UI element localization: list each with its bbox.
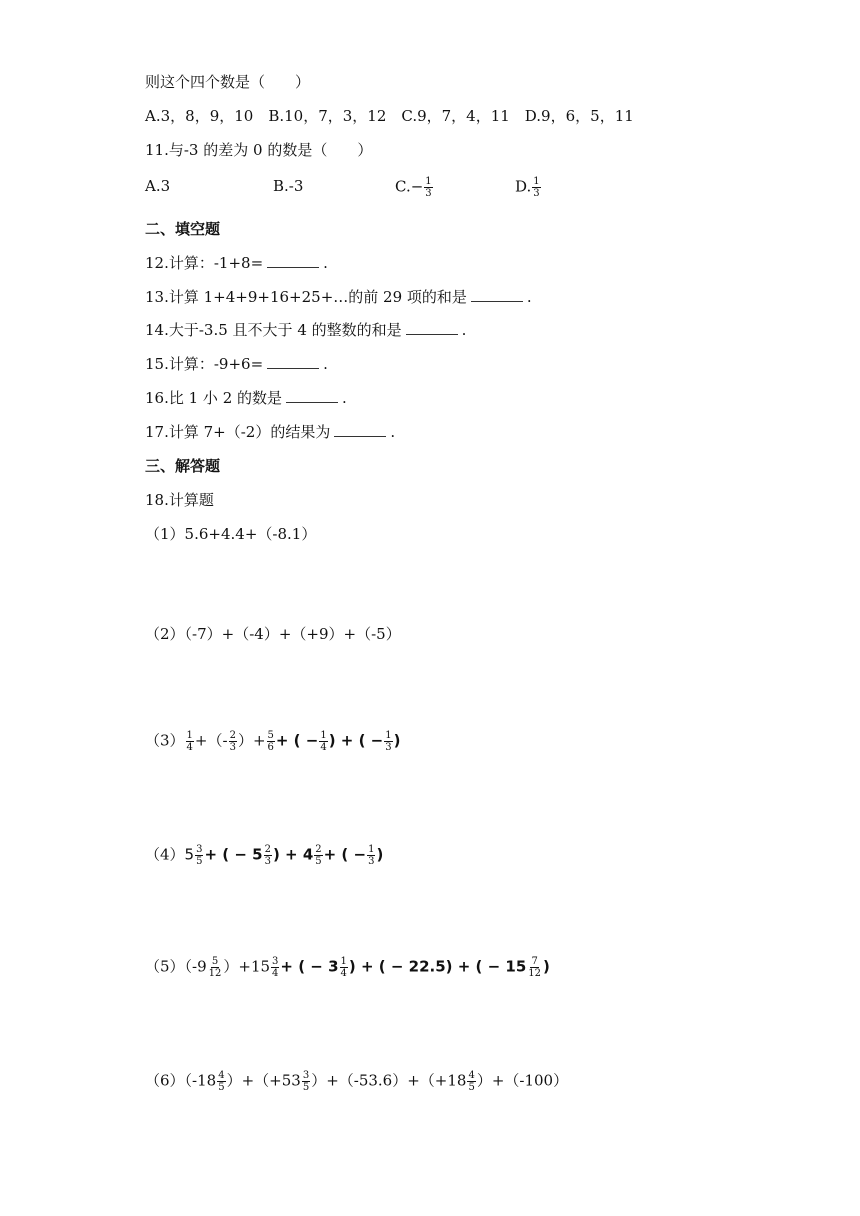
q18-part-6: （6）（-18 $\frac{4}{5}$ ）+（+53 $\frac{3}{5}$ ）+（-53.6）+（+18 $\frac{4}{5}$ ）+（-100） (145, 1070, 569, 1093)
q18-part-2: （2）（-7）+（-4）+（+9）+（-5） (145, 625, 401, 643)
q18-part-1: （1）5.6+4.4+（-8.1） (145, 525, 317, 543)
option-c-prefix: C.− (395, 177, 424, 196)
fraction: $\frac{7}{12}$ (528, 956, 541, 979)
fraction: $\frac{2}{3}$ (264, 844, 271, 867)
fraction: $\frac{1}{3}$ (385, 730, 392, 753)
option-d (515, 176, 542, 199)
question-10-options: A.3，8，9，10 B.10，7，3，12 C.9，7，4，11 D.9，6，5，11 (145, 107, 634, 125)
fraction: $\frac{4}{5}$ (468, 1070, 475, 1093)
fraction: $\frac{3}{5}$ (302, 1070, 310, 1093)
option-c (395, 176, 434, 199)
fraction: $\frac{5}{12}$ (208, 956, 222, 979)
question-18-title: 18.计算题 (145, 491, 214, 509)
fraction: $\frac{3}{5}$ (196, 844, 203, 867)
answer-blank (286, 388, 338, 403)
fraction: $\frac{1}{4}$ (186, 730, 193, 753)
fraction: $\frac{5}{6}$ (267, 730, 274, 753)
question-13: 13.计算 1+4+9+16+25+…的前 29 项的和是 . (145, 288, 532, 306)
fraction: $\frac{1}{3}$ (533, 176, 540, 199)
answer-blank (334, 422, 386, 437)
fraction: $\frac{1}{4}$ (320, 730, 327, 753)
question-10-tail: 则这个四个数是（ ） (145, 73, 311, 91)
fraction: $\frac{1}{3}$ (425, 176, 432, 199)
option-a: A.3 (145, 177, 171, 195)
section-answer-heading: 三、解答题 (145, 457, 221, 475)
fraction: $\frac{2}{3}$ (229, 730, 236, 753)
question-15: 15.计算：-9+6= . (145, 355, 328, 373)
q18-part-5: （5）（-9 $\frac{5}{12}$ ）+15 $\frac{3}{4}$ + ( − 3 $\frac{1}{4}$ ) + ( − 22.5) + ( − 15 $\frac{7}{12}$ ) (145, 956, 550, 979)
option-b: B.-3 (273, 177, 304, 195)
question-12: 12.计算：-1+8= . (145, 254, 328, 272)
q18-part-3: （3） $\frac{1}{4}$ +（- $\frac{2}{3}$ ）+ $\frac{5}{6}$ + ( − $\frac{1}{4}$ ) + ( − $\frac{1}{3}$ ) (145, 730, 401, 753)
answer-blank (267, 354, 319, 369)
answer-blank (267, 253, 319, 268)
question-11-stem: 11.与-3 的差为 0 的数是（ ） (145, 141, 373, 159)
fraction: $\frac{4}{5}$ (218, 1070, 225, 1093)
fraction: $\frac{2}{5}$ (315, 844, 322, 867)
option-d-prefix: D. (515, 177, 532, 196)
question-14: 14.大于-3.5 且不大于 4 的整数的和是 . (145, 321, 467, 339)
question-17: 17.计算 7+（-2）的结果为 . (145, 423, 396, 441)
fraction: $\frac{1}{4}$ (340, 956, 347, 979)
fraction: $\frac{1}{3}$ (368, 844, 375, 867)
q18-part-4: （4）5 $\frac{3}{5}$ + ( − 5 $\frac{2}{3}$ ) + 4 $\frac{2}{5}$ + ( − $\frac{1}{3}$ ) (145, 844, 384, 867)
answer-blank (406, 320, 458, 335)
fraction: $\frac{3}{4}$ (272, 956, 279, 979)
section-fill-in-heading: 二、填空题 (145, 220, 221, 238)
answer-blank (471, 287, 523, 302)
question-16: 16.比 1 小 2 的数是 . (145, 389, 347, 407)
